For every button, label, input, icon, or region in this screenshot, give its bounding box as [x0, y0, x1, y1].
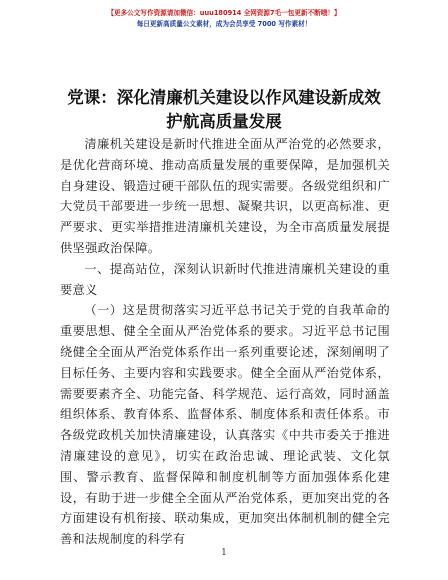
paragraph-intro: 清廉机关建设是新时代推进全面从严治党的必然要求，是优化营商环境、推动高质量发展的重要保障，是加强机关自身建设、锻造过硬干部队伍的现实需要。各级党组织和广大党员干部要进一步统一思想、凝聚共识，以更高标准、更严要求、更实举措推进清廉机关建设，为全市高质量发展提供坚强政治保障。 [60, 137, 390, 255]
document-title: 党课：深化清廉机关建设以作风建设新成效护航高质量发展 [67, 88, 381, 131]
promo-banner-line-2: 每日更新高质量公文素材，成为会员享受 7000 写作素材！ [136, 20, 312, 28]
section-heading-1: 一、提高站位，深刻认识新时代推进清廉机关建设的重要意义 [60, 261, 390, 297]
page-number: 1 [221, 548, 227, 558]
paragraph-subsection-1: （一）这是贯彻落实习近平总书记关于党的自我革命的重要思想、健全全面从严治党体系的要求。习近平总书记围绕健全全面从严治党体系作出一系列重要论述，深刻阐明了目标任务、主要内容和实践要求。健全全面从严治党体系，需要要素齐全、功能完备、科学规范、运行高效，同时涵盖组织体系、教育体系、监督体系、制度体系和责任体系。市各级党政机关加快清廉建设，认真落实《中共市委关于推进清廉建设的意见》，切实在政治忠诚、理论武装、文化氛围、警示教育、监督保障和制度机制等方面加强体系化建设，有助于进一步健全全面从严治党体系，更加突出党的各方面建设有机衔接、联动集成，更加突出体制机制的健全完善和法规制度的科学有 [60, 303, 390, 547]
promo-banner-line-1: 【更多公文写作资源请加微信：uuu180914 全网资源7毛一包更新不断哦！】 [107, 9, 341, 17]
promo-banner [0, 8, 448, 30]
document-body [60, 134, 390, 550]
